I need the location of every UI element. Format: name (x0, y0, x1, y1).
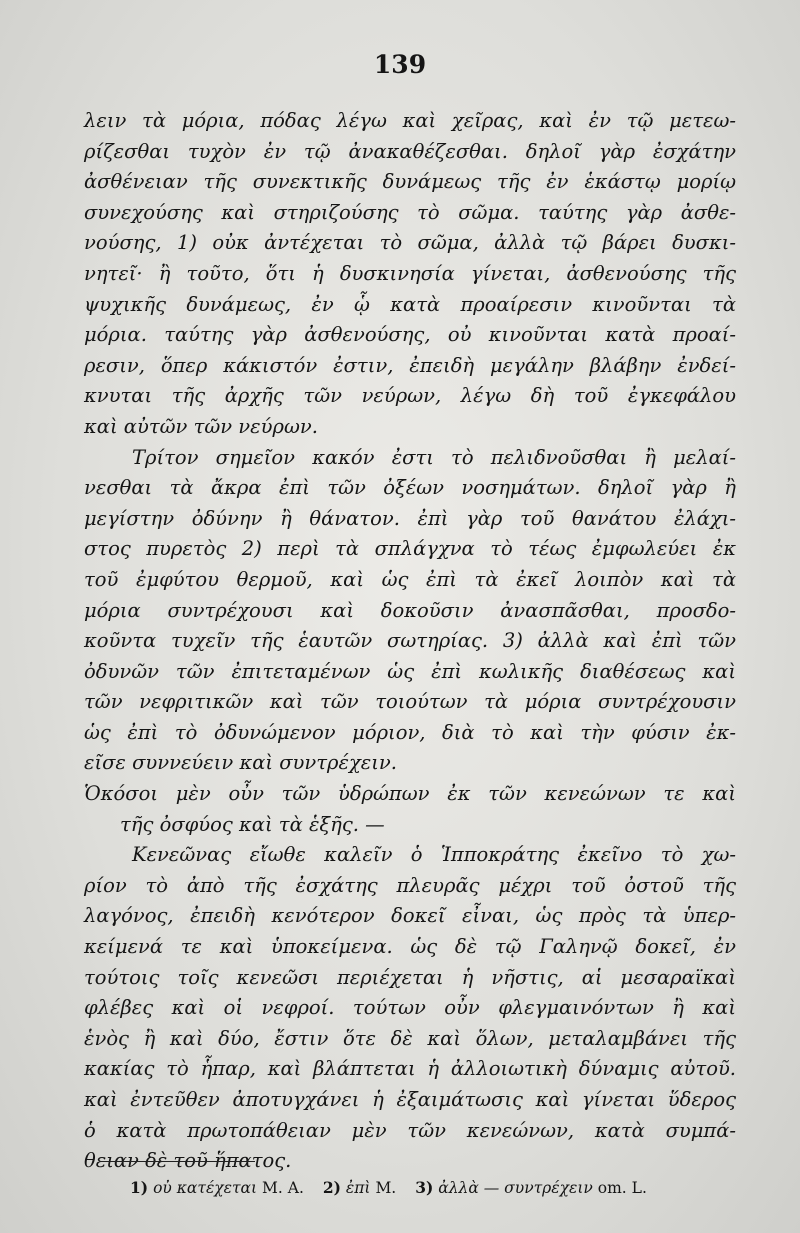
body-text (84, 106, 736, 1177)
text-line: νητεῖ· ἢ τοῦτο, ὅτι ἡ δυσκινησία γίνεται, ἀσθενούσης τῆς (84, 261, 736, 285)
text-line: φλέβες καὶ οἱ νεφροί. τούτων οὖν φλεγμαινόντων ἢ καὶ (84, 996, 736, 1020)
footnote-mark: 1) (130, 1178, 149, 1197)
footnote-lemma: οὐ κατέχεται (153, 1179, 258, 1197)
text-line: Κενεῶνας εἴωθε καλεῖν ὁ Ἱπποκράτης ἐκεῖνο τὸ χω- (132, 843, 736, 867)
footnote-mark: 2) (322, 1178, 341, 1197)
text-line: λειν τὰ μόρια, πόδας λέγω καὶ χεῖρας, καὶ ἐν τῷ μετεω- (84, 109, 736, 132)
text-line: ἑνὸς ἢ καὶ δύο, ἔστιν ὅτε δὲ καὶ ὅλων, μεταλαμβάνει τῆς (84, 1026, 736, 1050)
footnote-lemma: ἀλλὰ — συντρέχειν (438, 1179, 593, 1197)
footnote-sigla: M. (375, 1179, 397, 1197)
text-line: τοῦ ἐμφύτου θερμοῦ, καὶ ὡς ἐπὶ τὰ ἐκεῖ λοιπὸν καὶ τὰ (84, 567, 736, 591)
text-line: νεσθαι τὰ ἄκρα ἐπὶ τῶν ὀξέων νοσημάτων. δηλοῖ γὰρ ἢ (84, 476, 736, 500)
text-line: μεγίστην ὀδύνην ἢ θάνατον. ἐπὶ γὰρ τοῦ θανάτου ἐλάχι- (84, 506, 736, 530)
footnotes (130, 1178, 736, 1197)
footnote-lemma: ἐπὶ (345, 1179, 371, 1197)
lemma-line: Ὁκόσοι μὲν οὖν τῶν ὑδρώπων ἐκ τῶν κενεώνων τε καὶ (84, 782, 736, 806)
page-number: 139 (373, 50, 427, 79)
text-line: κοῦντα τυχεῖν τῆς ἑαυτῶν σωτηρίας. 3) ἀλλὰ καὶ ἐπὶ τῶν (84, 629, 736, 653)
footnote-2 (323, 1179, 401, 1197)
text-line: ὡς ἐπὶ τὸ ὀδυνώμενον μόριον, διὰ τὸ καὶ τὴν φύσιν ἐκ- (84, 720, 736, 744)
text-line: Τρίτον σημεῖον κακόν ἐστι τὸ πελιδνοῦσθαι ἢ μελαί- (132, 445, 736, 469)
footnote-sigla: om. L. (597, 1179, 647, 1197)
footnote-3 (415, 1179, 647, 1197)
text-line: ρίζεσθαι τυχὸν ἐν τῷ ἀνακαθέζεσθαι. δηλοῖ γὰρ ἐσχάτην (84, 139, 736, 163)
text-line: τῶν νεφριτικῶν καὶ τῶν τοιούτων τὰ μόρια συντρέχουσιν (84, 690, 736, 714)
text-line: καὶ ἐντεῦθεν ἀποτυγχάνει ἡ ἐξαιμάτωσις καὶ γίνεται ὕδερος (84, 1088, 736, 1111)
text-line: ἀσθένειαν τῆς συνεκτικῆς δυνάμεως τῆς ἐν ἑκάστῳ μορίῳ (84, 170, 736, 194)
text-line: κακίας τὸ ἧπαρ, καὶ βλάπτεται ἡ ἀλλοιωτικὴ δύναμις αὐτοῦ. (84, 1057, 736, 1081)
text-line: εῖσε συννεύειν καὶ συντρέχειν. (84, 751, 397, 775)
text-line: ψυχικῆς δυνάμεως, ἐν ᾧ κατὰ προαίρεσιν κινοῦνται τὰ (84, 292, 736, 316)
text-line: καὶ αὐτῶν τῶν νεύρων. (84, 414, 318, 438)
text-line: τούτοις τοῖς κενεῶσι περιέχεται ἡ νῆστις, αἱ μεσαραϊκαὶ (84, 965, 736, 989)
text-line: συνεχούσης καὶ στηριζούσης τὸ σῶμα. ταύτης γὰρ ἀσθε- (84, 200, 736, 224)
text-line: μόρια συντρέχουσι καὶ δοκοῦσιν ἀνασπᾶσθαι, προσδο- (84, 598, 736, 622)
footnote-rule (100, 1161, 255, 1162)
text-line: λαγόνος, ἐπειδὴ κενότερον δοκεῖ εἶναι, ὡς πρὸς τὰ ὑπερ- (84, 904, 736, 928)
text-line: κείμενά τε καὶ ὑποκείμενα. ὡς δὲ τῷ Γαληνῷ δοκεῖ, ἐν (84, 935, 736, 959)
text-line: ὀδυνῶν τῶν ἐπιτεταμένων ὡς ἐπὶ κωλικῆς διαθέσεως καὶ (84, 659, 736, 683)
footnote-1 (130, 1179, 309, 1197)
footnote-sigla: M. A. (262, 1179, 304, 1197)
text-line: ρεσιν, ὅπερ κάκιστόν ἐστιν, ἐπειδὴ μεγάλην βλάβην ἐνδεί- (84, 353, 736, 377)
text-line: στος πυρετὸς 2) περὶ τὰ σπλάγχνα τὸ τέως ἐμφωλεύει ἐκ (84, 537, 736, 561)
footnote-mark: 3) (415, 1178, 434, 1197)
text-line: ρίον τὸ ἀπὸ τῆς ἐσχάτης πλευρᾶς μέχρι τοῦ ὀστοῦ τῆς (84, 873, 736, 897)
text-line: ὁ κατὰ πρωτοπάθειαν μὲν τῶν κενεώνων, κατὰ συμπά- (84, 1118, 736, 1142)
text-line: μόρια. ταύτης γὰρ ἀσθενούσης, οὐ κινοῦνται κατὰ προαί- (84, 323, 736, 347)
text-line: νούσης, 1) οὐκ ἀντέχεται τὸ σῶμα, ἀλλὰ τῷ βάρει δυσκι- (84, 231, 736, 255)
text-line: θειαν δὲ τοῦ ἥπατος. (84, 1149, 292, 1173)
text-line: κνυται τῆς ἀρχῆς τῶν νεύρων, λέγω δὴ τοῦ ἐγκεφάλου (84, 384, 736, 408)
lemma-line: τῆς ὀσφύος καὶ τὰ ἑξῆς. — (120, 812, 385, 836)
